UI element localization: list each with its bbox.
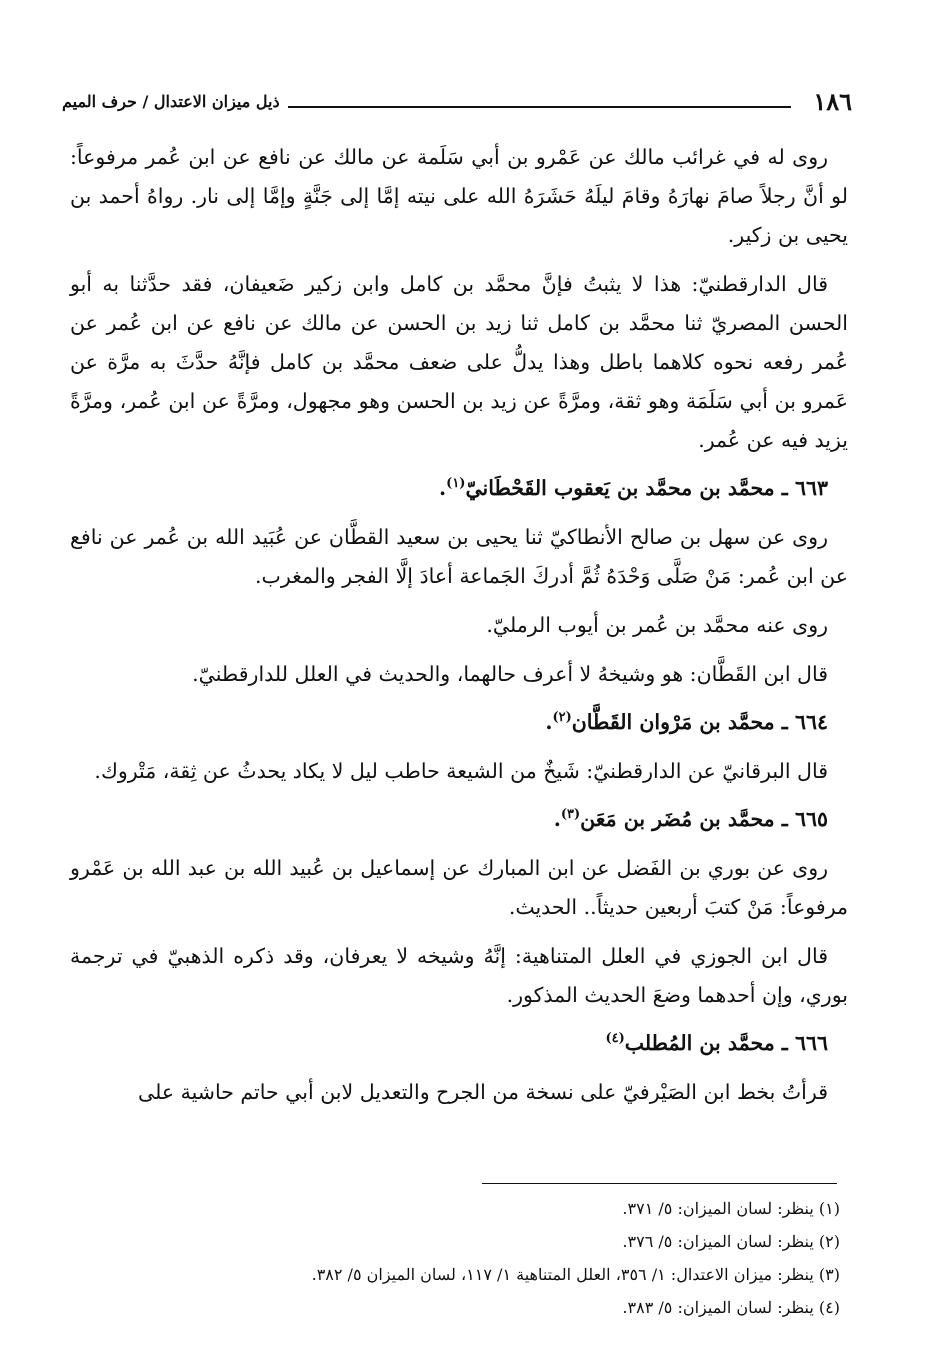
footnote: (١) ينظر: لسان الميزان: ٥/ ٣٧١. <box>622 1199 840 1218</box>
footnote: (٢) ينظر: لسان الميزان: ٥/ ٣٧٦. <box>622 1232 840 1251</box>
header-rule <box>288 106 792 108</box>
footnote-ref: (١) <box>446 476 466 492</box>
paragraph: قال ابن القَطَّان: هو وشيخهُ لا أعرف حالهما، والحديث في العلل للدارقطنيّ. <box>192 662 828 686</box>
footnote-ref: (٤) <box>605 1031 625 1047</box>
paragraph: قال البرقانيّ عن الدارقطنيّ: شَيخٌ من الشيعة حاطب ليل لا يكاد يحدثُ عن ثِقة، مَتْروك. <box>94 759 828 783</box>
entry-heading-666 <box>70 1025 848 1061</box>
entry-title: ٦٦٦ ـ محمَّد بن المُطلب <box>624 1031 828 1055</box>
entry-title: ٦٦٣ ـ محمَّد بن محمَّد بن يَعقوب القَحْطَانيّ <box>465 476 828 500</box>
paragraph: روى عن بوري بن الفَضل عن ابن المبارك عن إسماعيل بن عُبيد الله بن عبد الله بن عَمْرو مرفوعاً: مَنْ كتبَ أربعين حديثاً.. الحديث. <box>70 856 848 919</box>
footnote-ref: (٣) <box>560 807 581 823</box>
footnote-separator <box>482 1183 837 1184</box>
paragraph: روى له في غرائب مالك عن عَمْرو بن أبي سَلَمة عن مالك عن نافع عن ابن عُمر مرفوعاً: لو أنَّ رجلاً صامَ نهارَهُ وقامَ ليلَهُ حَشَرَهُ الله على نيته إمَّا إلى جَنَّةٍ وإمَّا إلى نار. رواهُ أحمد بن يحيى بن زكير. <box>70 145 848 247</box>
page-header <box>62 84 852 118</box>
running-title: ذيل ميزان الاعتدال / حرف الميم <box>62 91 280 111</box>
entry-heading-663: ٦٦٣ ـ محمَّد بن محمَّد بن يَعقوب القَحْطَانيّ$^{(١)}$. <box>439 476 828 500</box>
footnotes <box>70 1192 840 1324</box>
paragraph: روى عنه محمَّد بن عُمر بن أيوب الرمليّ. <box>486 613 828 637</box>
footnote: (٣) ينظر: ميزان الاعتدال: ١/ ٣٥٦، العلل المتناهية ١/ ١١٧، لسان الميزان ٥/ ٣٨٢. <box>311 1265 840 1284</box>
entry-heading-664: ٦٦٤ ـ محمَّد بن مَرْوان القَطَّان$^{(٢)}$. <box>545 710 828 734</box>
paragraph: قال ابن الجوزي في العلل المتناهية: إنَّهُ وشيخه لا يعرفان، وقد ذكره الذهبيّ في ترجمة بوري، وإن أحدهما وضعَ الحديث المذكور. <box>70 944 848 1007</box>
paragraph: قال الدارقطنيّ: هذا لا يثبتُ فإنَّ محمَّد بن كامل وابن زكير ضَعيفان، فقد حدَّثنا به أبو الحسن المصريّ ثنا محمَّد بن كامل ثنا زيد بن الحسن عن مالك عن نافع عن ابن عُمر عن عُمر رفعه نحوه كلاهما باطل وهذا يدلُّ على ضعف محمَّد بن كامل فإنَّهُ حدَّثَ به مرَّة عن عَمرو بن أبي سَلَمَة وهو ثقة، ومرَّةً عن زيد بن الحسن وهو مجهول، ومرَّةً عن ابن عُمر، ومرَّةً يزيد فيه عن عُمر. <box>70 272 848 452</box>
paragraph: قرأتُ بخط ابن الصَيْرفيّ على نسخة من الجرح والتعديل لابن أبي حاتم حاشية على <box>138 1080 828 1104</box>
entry-heading-665: ٦٦٥ ـ محمَّد بن مُضَر بن مَعَن$^{(٣)}$. <box>553 807 828 831</box>
main-text <box>70 138 848 1122</box>
footnote-ref: (٢) <box>552 710 572 726</box>
entry-title: ٦٦٤ ـ محمَّد بن مَرْوان القَطَّان <box>571 710 828 734</box>
entry-title: ٦٦٥ ـ محمَّد بن مُضَر بن مَعَن <box>580 807 828 831</box>
page-number: ١٨٦ <box>813 86 852 116</box>
footnote: (٤) ينظر: لسان الميزان: ٥/ ٣٨٣. <box>622 1298 840 1317</box>
paragraph: روى عن سهل بن صالح الأنطاكيّ ثنا يحيى بن سعيد القطَّان عن عُبَيد الله بن عُمر عن نافع عن ابن عُمر: مَنْ صَلَّى وَحْدَهُ ثُمَّ أدركَ الجَماعة أعادَ إلَّا الفجر والمغرب. <box>70 525 848 588</box>
